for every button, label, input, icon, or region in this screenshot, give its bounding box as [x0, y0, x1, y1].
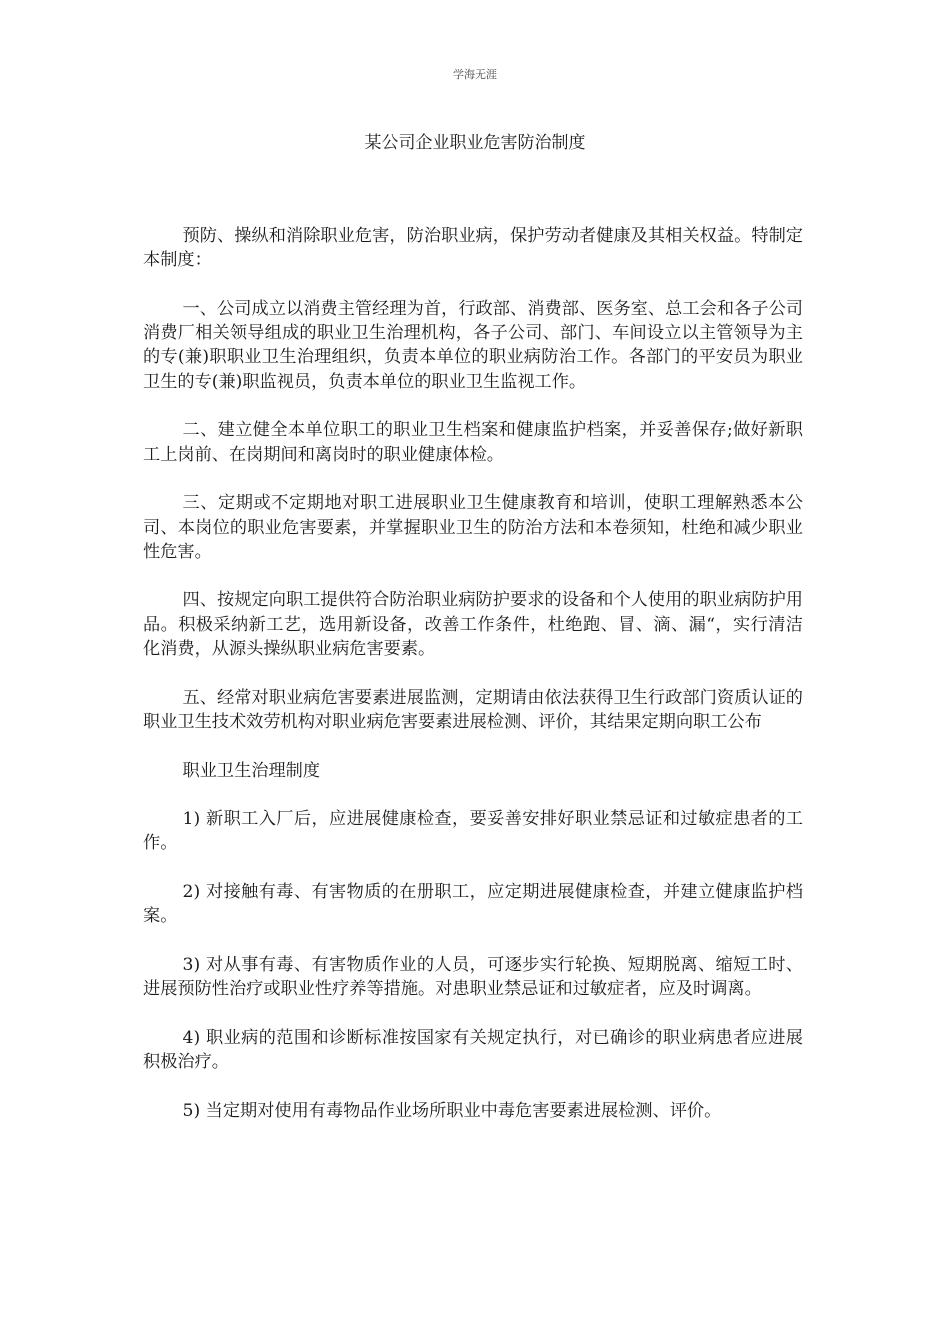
paragraph-item-5: 五、经常对职业病危害要素进展监测，定期请由依法获得卫生行政部门资质认证的职业卫生技术效劳机构对职业病危害要素进展检测、评价，其结果定期向职工公布	[143, 687, 803, 732]
document-title: 某公司企业职业危害防治制度	[364, 133, 586, 153]
paragraph-item-1: 一、公司成立以消费主管经理为首，行政部、消费部、医务室、总工会和各子公司消费厂相关领导组成的职业卫生治理机构，各子公司、部门、车间设立以主管领导为主的专(兼)职职业卫生治理组织，负责本单位的职业病防治工作。各部门的平安员为职业卫生的专(兼)职监视员，负责本单位的职业卫生监视工作。	[143, 298, 803, 392]
rule-4: 4) 职业病的范围和诊断标准按国家有关规定执行，对已确诊的职业病患者应进展积极治疗。	[143, 1027, 803, 1073]
section-heading: 职业卫生治理制度	[182, 760, 321, 781]
paragraph-item-4: 四、按规定向职工提供符合防治职业病防护要求的设备和个人使用的职业病防护用品。积极采纳新工艺，选用新设备，改善工作条件，杜绝跑、冒、滴、漏“，实行清洁化消费，从源头操纵职业病危害要素。	[143, 590, 803, 660]
paragraph-item-3: 三、定期或不定期地对职工进展职业卫生健康教育和培训，使职工理解熟悉本公司、本岗位的职业危害要素，并掌握职业卫生的防治方法和本卷须知，杜绝和减少职业性危害。	[143, 493, 803, 562]
paragraph-item-2: 二、建立健全本单位职工的职业卫生档案和健康监护档案，并妥善保存;做好新职工上岗前、在岗期间和离岗时的职业健康体检。	[143, 420, 803, 465]
rule-2: 2) 对接触有毒、有害物质的在册职工，应定期进展健康检查，并建立健康监护档案。	[143, 882, 803, 927]
page-header: 学海无涯	[453, 68, 497, 81]
paragraph-intro: 预防、操纵和消除职业危害，防治职业病，保护劳动者健康及其相关权益。特制定本制度：	[143, 226, 803, 271]
rule-1: 1) 新职工入厂后，应进展健康检查，要妥善安排好职业禁忌证和过敏症患者的工作。	[143, 809, 803, 854]
rule-5: 5) 当定期对使用有毒物品作业场所职业中毒危害要素进展检测、评价。	[182, 1100, 722, 1121]
rule-3: 3) 对从事有毒、有害物质作业的人员，可逐步实行轮换、短期脱离、缩短工时、进展预防性治疗或职业性疗养等措施。对患职业禁忌证和过敏症者，应及时调离。	[143, 954, 803, 1000]
document-body	[143, 224, 803, 1147]
